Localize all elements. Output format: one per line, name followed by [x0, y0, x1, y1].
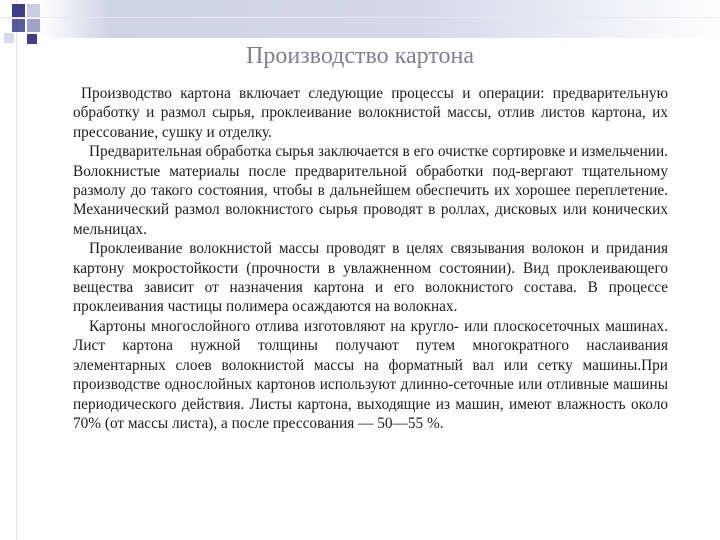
paragraph-overview: Производство картона включает следующие процессы и операции: предварительную обработку и размол сырья, проклеивание волокнистой массы, отлив листов картона, их прессование, сушку и отделку. [73, 85, 668, 141]
slide-title: Производство картона [246, 43, 474, 69]
decor-square [27, 19, 40, 32]
decor-square [27, 4, 40, 17]
header-band [0, 0, 720, 38]
paragraph-preprocessing: Предварительная обработка сырья заключается в его очистке сортировке и измельчении. Волокнистые материалы после предварительной обработки под-вергают тщательному размолу до такого состояния, чтобы в дальнейшем обеспечить их хорошее переплетение. Механический размол волокнистого сырья проводят в роллах, дисковых или конических мельницах. [73, 143, 668, 238]
slide-body [73, 84, 668, 433]
decor-square [4, 33, 14, 43]
decor-square [12, 4, 25, 17]
decor-horizontal-line [0, 17, 720, 18]
paragraph-forming: Картоны многослойного отлива изготовляют на кругло- или плоскосеточных машинах. Лист картона нужной толщины получают путем многократного наслаивания элементарных слоев волокнистой массы на форматный вал или сетку машины.При производстве однослойных картонов используют длинно-сеточные или отливные машины периодического действия. Листы картона, выходящие из машин, имеют влажность около 70% (от массы листа), а после прессования — 50—55 %. [73, 317, 668, 432]
paragraph-sizing: Проклеивание волокнистой массы проводят в целях связывания волокон и придания картону мокростойкости (прочности в увлажненном состоянии). Вид проклеивающего вещества зависит от назначения картона и его волокнистого состава. В процессе проклеивания частицы полимера осаждаются на волокнах. [73, 240, 668, 316]
decor-vertical-line [16, 0, 17, 540]
decor-square [12, 19, 25, 32]
